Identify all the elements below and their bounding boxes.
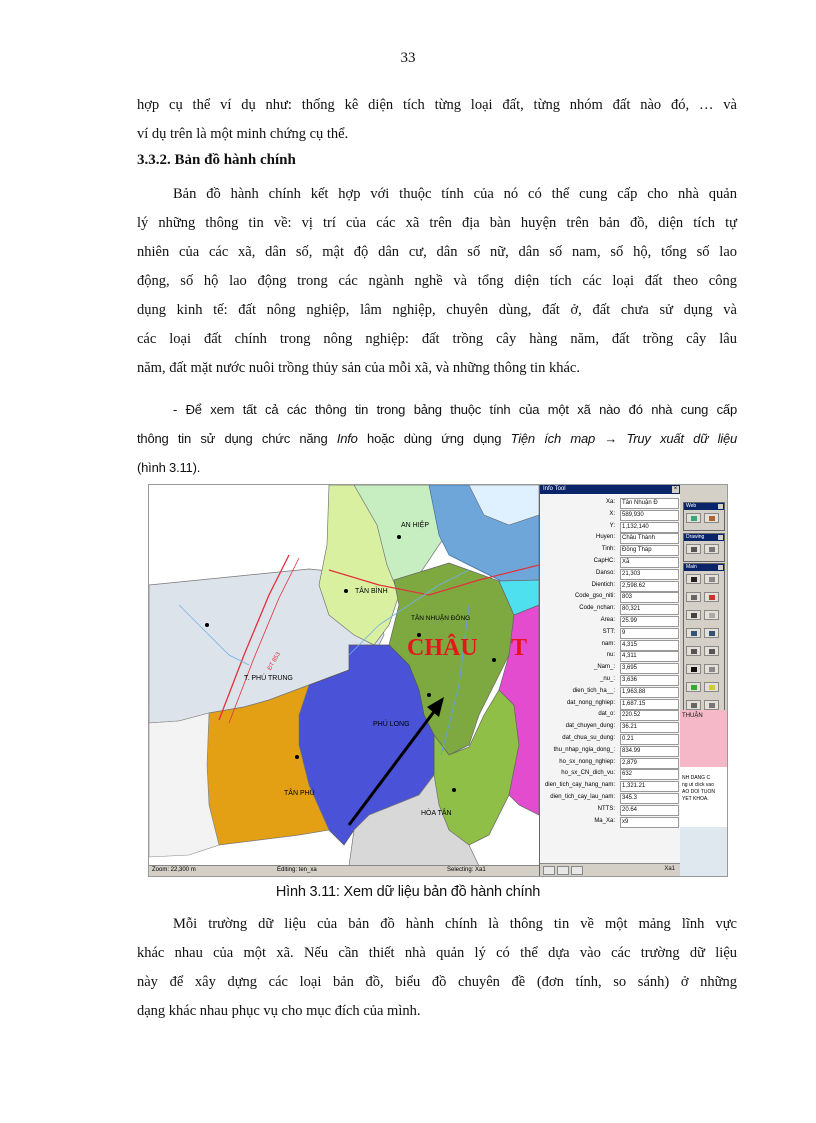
web-tool-button[interactable] bbox=[704, 513, 719, 523]
info-field-row bbox=[540, 615, 681, 627]
info-field-value[interactable]: 632 bbox=[620, 769, 679, 780]
toolbar-title: Main bbox=[686, 564, 697, 570]
page-number: 33 bbox=[400, 50, 416, 66]
info-field-row bbox=[540, 792, 681, 804]
info-field-label: Danso: bbox=[595, 569, 615, 576]
info-field-row bbox=[540, 544, 681, 556]
grabber-button[interactable] bbox=[686, 646, 701, 656]
intro-line: hợp cụ thể ví dụ như: thống kê diện tích từng loại đất, từng nhóm đất nào đó, … và bbox=[137, 97, 737, 113]
info-field-label: NTTS: bbox=[597, 805, 615, 812]
toolbar-title: Drawing bbox=[686, 534, 705, 540]
info-field-label: _nu_: bbox=[599, 675, 615, 682]
info-field-label: dat_chuyen_dung: bbox=[565, 723, 615, 730]
info-term: Info bbox=[336, 431, 358, 446]
info-field-label: thu_nhap_ngia_dong_: bbox=[553, 746, 615, 753]
prev-record-button[interactable] bbox=[543, 866, 555, 875]
info-field-label: _Nam_: bbox=[593, 664, 615, 671]
info-tool-footer bbox=[540, 863, 681, 876]
info-field-label: dat_o: bbox=[598, 711, 615, 718]
web-toolbar bbox=[683, 502, 725, 531]
info-field-row bbox=[540, 709, 681, 721]
info-field-label: dien_tich_ha__: bbox=[572, 687, 615, 694]
paragraph-line: Bản đồ hành chính kết hợp với thuộc tính của nó có thể cung cấp cho nhà quản bbox=[173, 186, 737, 202]
info-tool-title: Info Tool bbox=[543, 486, 566, 492]
info-field-value[interactable]: Đồng Tháp bbox=[620, 545, 679, 556]
info-field-label: Y: bbox=[609, 522, 615, 529]
info-field-label: Xa: bbox=[605, 499, 615, 505]
info-field-row bbox=[540, 698, 681, 710]
info-field-label: Dientich: bbox=[591, 581, 615, 588]
info-field-value[interactable]: 220.52 bbox=[620, 710, 679, 721]
map-label-tan-nhuan-dong: TÂN NHUẬN ĐÔNG bbox=[411, 615, 471, 622]
paragraph-line: lý những thông tin về: vị trí của các xã trên địa bàn huyện trên bản đồ, diện tích tự bbox=[137, 215, 737, 231]
side-note-line: YET KHOA. bbox=[682, 796, 709, 802]
info-field-row bbox=[540, 757, 681, 769]
info-field-row bbox=[540, 768, 681, 780]
info-field-value[interactable]: 1,687.15 bbox=[620, 699, 679, 710]
map-label-hoa-tan: HÒA TÂN bbox=[421, 810, 452, 817]
info-tool-titlebar bbox=[540, 485, 681, 494]
paragraph-line: Mỗi trường dữ liệu của bản đồ hành chính là thông tin về một mảng lĩnh vực bbox=[173, 916, 737, 932]
close-icon[interactable] bbox=[718, 535, 723, 540]
info-tool-button[interactable] bbox=[686, 664, 701, 674]
info-field-label: dat_chua_su_dung: bbox=[562, 734, 615, 741]
info-field-value[interactable]: 3,636 bbox=[620, 675, 679, 686]
info-field-row bbox=[540, 650, 681, 662]
info-function-paragraph bbox=[137, 395, 737, 482]
info-field-value[interactable]: 1,132,140 bbox=[620, 522, 679, 533]
info-field-label: Code_nchan: bbox=[579, 605, 615, 612]
select-tool-button[interactable] bbox=[686, 574, 701, 584]
info-field-value[interactable]: 3,695 bbox=[620, 663, 679, 674]
info-field-row bbox=[540, 532, 681, 544]
info-field-label: CapHC: bbox=[593, 557, 615, 564]
side-note-line: ng ưi click vao bbox=[682, 782, 714, 788]
info-field-value[interactable]: Xã bbox=[620, 557, 679, 568]
info-field-label: dien_tich_cay_hang_nam: bbox=[544, 782, 615, 789]
info-tool-layer: Xa1 bbox=[664, 866, 675, 872]
info-field-row bbox=[540, 556, 681, 568]
side-note-line: NH DANG C bbox=[682, 775, 711, 781]
close-icon[interactable]: × bbox=[673, 486, 678, 492]
info-field-value[interactable]: 9 bbox=[620, 628, 679, 639]
paragraph-line: động, số hộ lao động trong các ngành nghề và tổng diện tích các loại đất theo công bbox=[137, 273, 737, 289]
intro-line: ví dụ trên là một minh chứng cụ thể. bbox=[137, 126, 349, 142]
map-label-district: CHÂU bbox=[407, 635, 478, 661]
polygon-tool-button[interactable] bbox=[704, 592, 719, 602]
info-field-row bbox=[540, 674, 681, 686]
info-tool-window bbox=[539, 485, 682, 876]
info-field-label: nu: bbox=[606, 652, 615, 659]
map-label-phu-long: PHÚ LONG bbox=[373, 721, 410, 728]
map-label-thuan: THUẬN bbox=[682, 713, 703, 719]
close-icon[interactable] bbox=[718, 565, 723, 570]
info-field-row bbox=[540, 780, 681, 792]
info-field-value[interactable]: 0.21 bbox=[620, 734, 679, 745]
info-field-label: dien_tich_cay_lau_nam: bbox=[550, 793, 615, 800]
map-label-district-t: T bbox=[511, 635, 528, 661]
web-tool-button[interactable] bbox=[686, 513, 701, 523]
paragraph-line: - Để xem tất cả các thông tin trong bảng thuộc tính của một xã nào đó nhà cung cấp bbox=[173, 402, 737, 417]
info-field-label: nam: bbox=[601, 640, 615, 647]
tool-button[interactable] bbox=[704, 682, 719, 692]
center-button[interactable] bbox=[704, 646, 719, 656]
paragraph-line: khác nhau của một xã. Nếu cần thiết nhà quản lý có thể dựa vào các trường dữ liệu bbox=[137, 945, 737, 961]
info-field-row bbox=[540, 639, 681, 651]
info-field-label: Code_gso_niti: bbox=[574, 593, 615, 600]
arrow-glyph: → bbox=[595, 431, 627, 446]
close-icon[interactable] bbox=[718, 504, 723, 509]
info-field-value[interactable]: 589,930 bbox=[620, 510, 679, 521]
paragraph-line: các loại đất chính trong nông nghiệp: đất trồng cây hàng năm, đất trồng cây lâu bbox=[137, 331, 737, 347]
admin-map bbox=[149, 485, 539, 866]
function-term: Truy xuất dữ liệu bbox=[626, 431, 738, 446]
info-field-label: Ma_Xa: bbox=[594, 817, 615, 824]
info-field-row bbox=[540, 509, 681, 521]
figure-screenshot bbox=[148, 484, 728, 877]
info-field-value[interactable]: 1,321.21 bbox=[620, 781, 679, 792]
info-field-value[interactable]: 2,879 bbox=[620, 758, 679, 769]
admin-map-paragraph bbox=[137, 180, 737, 383]
map-label-tan-binh: TÂN BÌNH bbox=[355, 588, 388, 595]
info-field-row bbox=[540, 521, 681, 533]
info-field-value[interactable]: 25.99 bbox=[620, 616, 679, 627]
map-label-road: ĐT 853 bbox=[267, 651, 282, 672]
paragraph-line: dụng kinh tế: đất nông nghiệp, lâm nghiệp, chuyên dùng, đất ở, đất chưa sử dụng và bbox=[137, 302, 737, 318]
editing-readout: Editing: ten_xa bbox=[277, 867, 317, 873]
info-field-row bbox=[540, 721, 681, 733]
paragraph-line: (hình 3.11). bbox=[137, 460, 201, 475]
info-field-row bbox=[540, 662, 681, 674]
info-field-row bbox=[540, 497, 681, 509]
info-field-row bbox=[540, 686, 681, 698]
figure-caption: Hình 3.11: Xem dữ liệu bản đồ hành chính bbox=[275, 884, 541, 900]
text-run: hoặc dùng ứng dụng bbox=[357, 431, 511, 446]
info-field-row bbox=[540, 816, 681, 828]
info-field-label: Tinh: bbox=[601, 546, 615, 553]
info-field-value[interactable]: 1,963.88 bbox=[620, 687, 679, 698]
info-field-row bbox=[540, 745, 681, 757]
selecting-readout: Selecting: Xa1 bbox=[447, 867, 486, 873]
info-field-value[interactable]: Tân Nhuận Đ bbox=[620, 498, 679, 509]
draw-tool-button[interactable] bbox=[686, 544, 701, 554]
info-field-row bbox=[540, 733, 681, 745]
map-label-tan-phu: TÂN PHÚ bbox=[284, 790, 315, 797]
paragraph-line: dạng khác nhau phục vụ cho mục đích của mình. bbox=[137, 1003, 421, 1019]
zoom-readout: Zoom: 22,300 m bbox=[152, 867, 196, 873]
map-label-an-hiep: AN HIỆP bbox=[401, 522, 430, 529]
drawing-toolbar bbox=[683, 533, 725, 562]
text-run: thông tin sử dụng chức năng bbox=[137, 431, 337, 446]
legend-button[interactable] bbox=[704, 700, 719, 710]
info-field-value[interactable]: 345.3 bbox=[620, 793, 679, 804]
tool-button[interactable] bbox=[704, 610, 719, 620]
info-field-row bbox=[540, 591, 681, 603]
list-button[interactable] bbox=[571, 866, 583, 875]
info-field-value[interactable]: 36.21 bbox=[620, 722, 679, 733]
toolbar-title: Web bbox=[686, 503, 697, 509]
info-field-row bbox=[540, 627, 681, 639]
app-term: Tiện ích map bbox=[510, 431, 596, 446]
paragraph-line: nhiên của các xã, dân số, mật độ dân cư, dân số nữ, dân số nam, số hộ, tổng số lao bbox=[137, 244, 737, 260]
map-label-phu-trung: T. PHÚ TRUNG bbox=[244, 675, 293, 682]
info-field-label: Area: bbox=[600, 616, 615, 623]
map-status-bar bbox=[149, 865, 539, 876]
paragraph-line: này để xây dựng các loại bản đồ, biểu đồ chuyên đề (đơn tính, so sánh) ở những bbox=[137, 974, 737, 990]
info-field-value[interactable]: 834.99 bbox=[620, 746, 679, 757]
side-note-line: AO DOI TUON bbox=[682, 789, 715, 795]
info-field-row bbox=[540, 603, 681, 615]
intro-paragraph bbox=[137, 91, 737, 149]
marquee-tool-button[interactable] bbox=[704, 574, 719, 584]
info-field-label: dat_nong_nghiep: bbox=[566, 699, 615, 706]
info-field-row bbox=[540, 580, 681, 592]
info-field-value[interactable]: 20.64 bbox=[620, 805, 679, 816]
zoom-out-button[interactable] bbox=[704, 628, 719, 638]
paragraph-line: năm, đất mặt nước nuôi trồng thủy sản của mỗi xã, và những thông tin khác. bbox=[137, 360, 580, 376]
boundary-tool-button[interactable] bbox=[686, 610, 701, 620]
info-field-row bbox=[540, 568, 681, 580]
map-bottom-region bbox=[680, 827, 727, 876]
layer-control-button[interactable] bbox=[686, 682, 701, 692]
info-field-value[interactable]: 80,321 bbox=[620, 604, 679, 615]
info-field-value[interactable]: 2,598.62 bbox=[620, 581, 679, 592]
toolbars-panel bbox=[680, 485, 727, 876]
closing-paragraph bbox=[137, 910, 737, 1026]
info-field-label: ho_sx_CN_dich_vu: bbox=[561, 770, 615, 777]
info-field-label: STT: bbox=[602, 628, 615, 635]
zoom-in-button[interactable] bbox=[686, 628, 701, 638]
info-field-row bbox=[540, 804, 681, 816]
paragraph-line bbox=[137, 424, 737, 453]
info-field-label: ho_sx_nong_nghiep: bbox=[559, 758, 615, 765]
ruler-button[interactable] bbox=[686, 700, 701, 710]
info-field-value[interactable]: 4,315 bbox=[620, 640, 679, 651]
info-tool-fields bbox=[540, 497, 681, 827]
info-field-value[interactable]: 21,303 bbox=[620, 569, 679, 580]
info-field-value[interactable]: Châu Thành bbox=[620, 533, 679, 544]
info-field-value[interactable]: x9 bbox=[620, 817, 679, 828]
label-tool-button[interactable] bbox=[704, 664, 719, 674]
draw-tool-button[interactable] bbox=[704, 544, 719, 554]
next-record-button[interactable] bbox=[557, 866, 569, 875]
info-field-label: Huyen: bbox=[595, 534, 615, 541]
info-field-value[interactable]: 4,311 bbox=[620, 651, 679, 662]
map-pink-region bbox=[680, 710, 727, 767]
info-field-value[interactable]: 803 bbox=[620, 592, 679, 603]
radius-tool-button[interactable] bbox=[686, 592, 701, 602]
section-heading: 3.3.2. Bản đồ hành chính bbox=[137, 152, 296, 168]
map-side-note bbox=[680, 767, 727, 827]
info-field-label: X: bbox=[609, 510, 615, 517]
